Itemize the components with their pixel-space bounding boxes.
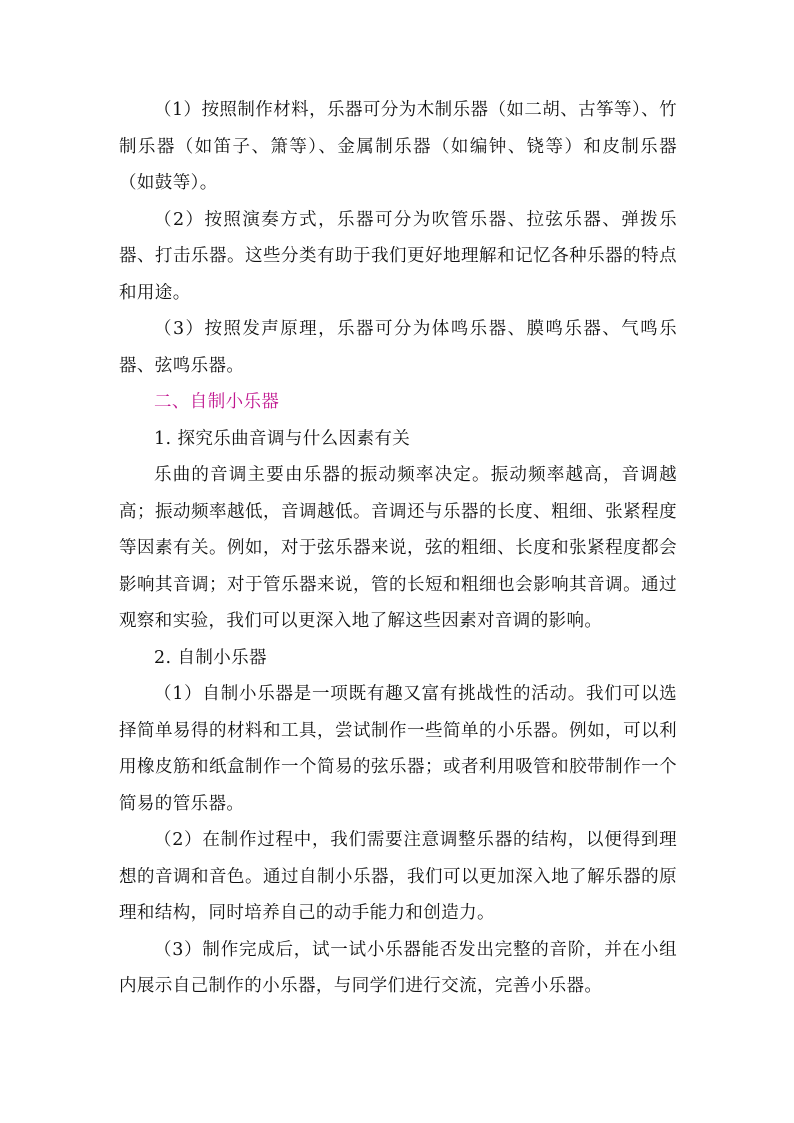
diy-paragraph-2: （2）在制作过程中，我们需要注意调整乐器的结构，以便得到理想的音调和音色。通过自制小乐器，我们可以更加深入地了解乐器的原理和结构，同时培养自己的动手能力和创造力。 (119, 830, 677, 923)
subsection-title-1: 1. 探究乐曲音调与什么因素有关 (154, 428, 411, 449)
classification-paragraph-2: （2）按照演奏方式，乐器可分为吹管乐器、拉弦乐器、弹拨乐器、打击乐器。这些分类有助于我们更好地理解和记忆各种乐器的特点和用途。 (119, 209, 677, 303)
pitch-factors-paragraph: 乐曲的音调主要由乐器的振动频率决定。振动频率越高，音调越高；振动频率越低，音调越低。音调还与乐器的长度、粗细、张紧程度等因素有关。例如，对于弦乐器来说，弦的粗细、长度和张紧程度都会影响其音调；对于管乐器来说，管的长短和粗细也会影响其音调。通过观察和实验，我们可以更深入地了解这些因素对音调的影响。 (119, 465, 677, 631)
section-heading: 二、自制小乐器 (154, 392, 280, 412)
subsection-title-2: 2. 自制小乐器 (154, 647, 267, 668)
diy-paragraph-1: （1）自制小乐器是一项既有趣又富有挑战性的活动。我们可以选择简单易得的材料和工具，尝试制作一些简单的小乐器。例如，可以利用橡皮筋和纸盒制作一个简易的弦乐器；或者利用吸管和胶带制作一个简易的管乐器。 (119, 684, 677, 814)
classification-paragraph-3: （3）按照发声原理，乐器可分为体鸣乐器、膜鸣乐器、气鸣乐器、弦鸣乐器。 (119, 319, 677, 376)
classification-paragraph-1: （1）按照制作材料，乐器可分为木制乐器（如二胡、古筝等）、竹制乐器（如笛子、箫等）、金属制乐器（如编钟、铙等）和皮制乐器（如鼓等）。 (119, 100, 677, 193)
diy-paragraph-3: （3）制作完成后，试一试小乐器能否发出完整的音阶，并在小组内展示自己制作的小乐器，与同学们进行交流，完善小乐器。 (119, 939, 677, 996)
